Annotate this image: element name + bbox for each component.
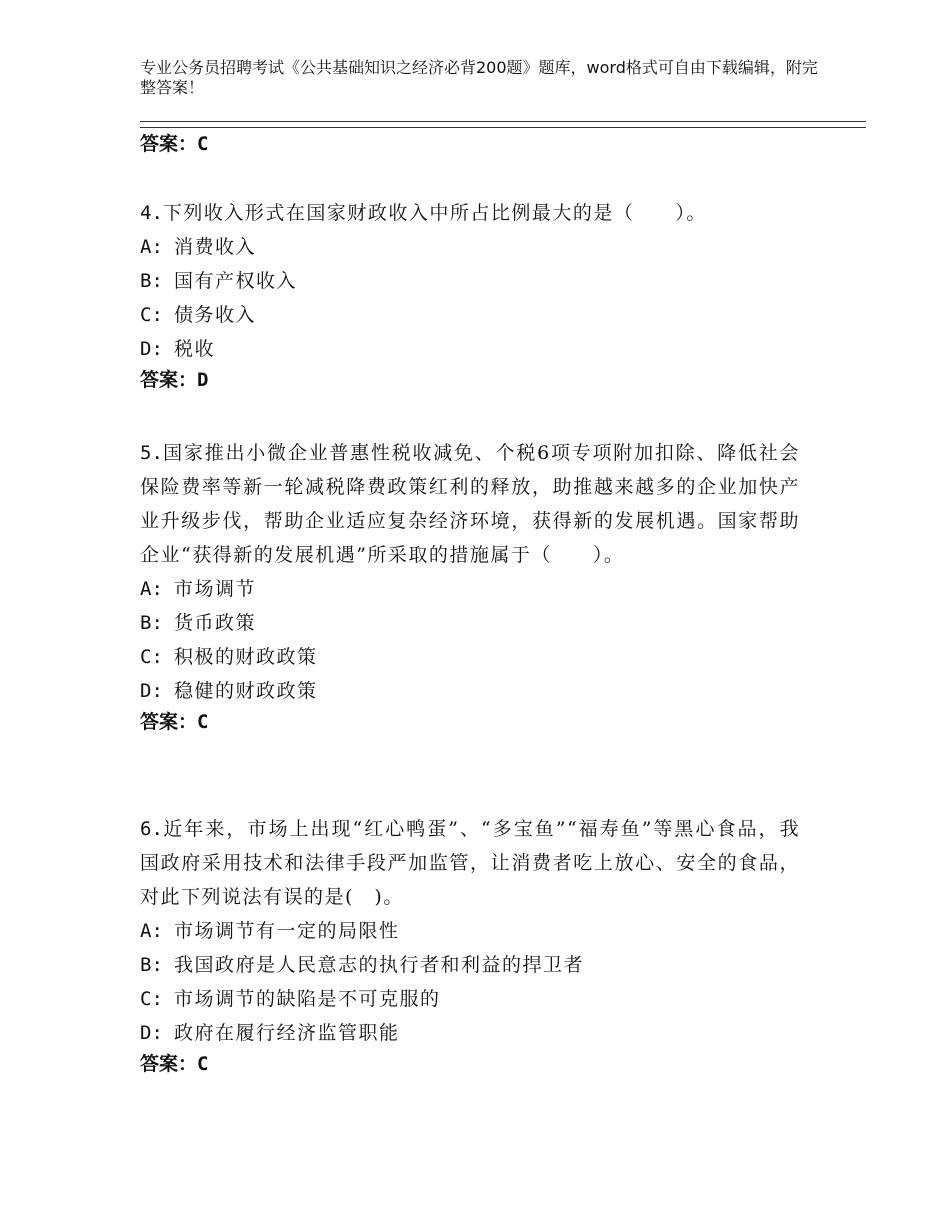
option-key: C: (140, 646, 163, 668)
option-a (140, 572, 800, 606)
answer (140, 708, 800, 736)
answer-value: C (197, 1053, 209, 1075)
option-key: C: (140, 988, 163, 1010)
answer-label: 答案： (140, 711, 198, 733)
answer-label: 答案： (140, 1053, 198, 1075)
option-text: 我国政府是人民意志的执行者和利益的捍卫者 (174, 954, 585, 976)
option-key: B: (140, 270, 163, 292)
question-text (140, 196, 800, 230)
option-b (140, 606, 800, 640)
question-6 (140, 812, 800, 1078)
question-number: 5. (140, 442, 163, 464)
question-stem: 国家推出小微企业普惠性税收减免、个税6项专项附加扣除、降低社会保险费率等新一轮减税降费政策红利的释放，助推越来越多的企业加快产业升级步伐，帮助企业适应复杂经济环境，获得新的发展机遇。国家帮助企业“获得新的发展机遇”所采取的措施属于（ ）。 (140, 442, 800, 566)
option-text: 市场调节有一定的局限性 (174, 920, 400, 942)
option-key: B: (140, 612, 163, 634)
question-4 (140, 196, 800, 394)
answer-value: C (197, 133, 209, 155)
question-stem: 下列收入形式在国家财政收入中所占比例最大的是（ ）。 (162, 202, 707, 224)
option-key: A: (140, 920, 163, 942)
option-c (140, 640, 800, 674)
option-b (140, 264, 800, 298)
question-text (140, 436, 800, 572)
option-text: 市场调节的缺陷是不可克服的 (174, 988, 441, 1010)
option-text: 货币政策 (174, 612, 257, 634)
option-text: 积极的财政政策 (174, 646, 318, 668)
option-text: 消费收入 (174, 236, 257, 258)
question-text (140, 812, 800, 914)
page-header: 专业公务员招聘考试《公共基础知识之经济必背200题》题库，word格式可自由下载编辑，附完整答案！ (140, 58, 818, 97)
option-d (140, 674, 800, 708)
option-c (140, 298, 800, 332)
header-divider (140, 121, 866, 128)
option-key: D: (140, 1022, 163, 1044)
option-key: C: (140, 304, 163, 326)
option-d (140, 332, 800, 366)
answer-value: C (197, 711, 209, 733)
option-text: 稳健的财政政策 (174, 680, 318, 702)
question-5 (140, 436, 800, 736)
option-d (140, 1016, 800, 1050)
option-text: 税收 (174, 338, 216, 360)
question-number: 4. (140, 202, 163, 224)
question-stem: 近年来，市场上出现“红心鸭蛋”、“多宝鱼”“福寿鱼”等黑心食品，我国政府采用技术和法律手段严加监管，让消费者吃上放心、安全的食品，对此下列说法有误的是( )。 (140, 818, 800, 908)
answer (140, 1050, 800, 1078)
answer-value: D (197, 369, 209, 391)
option-text: 债务收入 (174, 304, 257, 326)
option-key: D: (140, 338, 163, 360)
answer-label: 答案： (140, 369, 198, 391)
option-b (140, 948, 800, 982)
answer-label: 答案： (140, 133, 198, 155)
previous-answer (140, 130, 208, 158)
option-text: 政府在履行经济监管职能 (174, 1022, 400, 1044)
option-text: 市场调节 (174, 578, 257, 600)
option-c (140, 982, 800, 1016)
option-a (140, 914, 800, 948)
option-a (140, 230, 800, 264)
answer (140, 366, 800, 394)
question-number: 6. (140, 818, 163, 840)
option-key: B: (140, 954, 163, 976)
option-key: A: (140, 578, 163, 600)
option-key: D: (140, 680, 163, 702)
option-text: 国有产权收入 (174, 270, 298, 292)
option-key: A: (140, 236, 163, 258)
